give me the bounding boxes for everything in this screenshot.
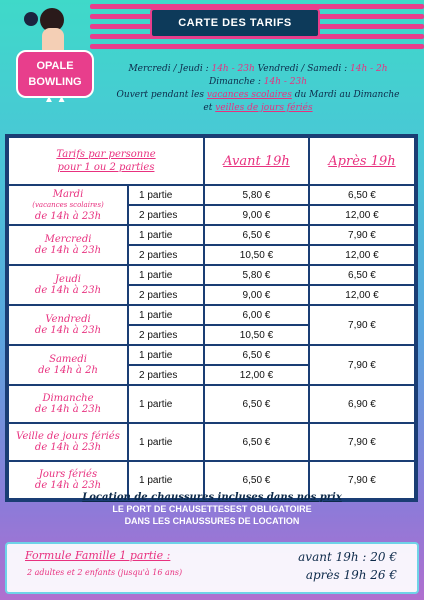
header-after-19h: Après 19h [310, 138, 414, 184]
day-label: Mardi (vacances scolaires) de 14h à 23h [9, 186, 127, 224]
header-before-19h: Avant 19h [205, 138, 308, 184]
day-label: Jours fériés de 14h à 23h [9, 462, 127, 498]
formula-price-before: avant 19h : 20 € [298, 550, 397, 564]
price-before-19h: 5,80 € [205, 266, 308, 284]
party-count: 2 parties [129, 326, 203, 344]
table-row [9, 306, 414, 324]
table-row [9, 266, 414, 284]
price-after-19h: 7,90 € [310, 462, 414, 498]
day-label: Jeudi de 14h à 23h [9, 266, 127, 304]
table-row [9, 346, 414, 364]
price-before-19h: 10,50 € [205, 246, 308, 264]
party-count: 2 parties [129, 286, 203, 304]
price-after-19h: 7,90 € [310, 306, 414, 344]
price-before-19h: 6,50 € [205, 346, 308, 364]
price-before-19h: 6,50 € [205, 424, 308, 460]
page-title: CARTE DES TARIFS [150, 8, 320, 38]
opale-bowling-logo [4, 2, 100, 106]
table-row [9, 186, 414, 204]
price-before-19h: 6,50 € [205, 386, 308, 422]
day-label: Mercredi de 14h à 23h [9, 226, 127, 264]
table-header-label: Tarifs par personne pour 1 ou 2 parties [9, 138, 203, 184]
family-formula-box [5, 542, 419, 594]
logo-line2: BOWLING [28, 76, 82, 88]
party-count: 1 partie [129, 462, 203, 498]
price-after-19h: 7,90 € [310, 346, 414, 384]
price-after-19h: 6,50 € [310, 186, 414, 204]
shoe-rental-note: Location de chaussures incluses dans nos prix [82, 492, 342, 503]
party-count: 1 partie [129, 266, 203, 284]
price-after-19h: 7,90 € [310, 226, 414, 244]
price-before-19h: 6,50 € [205, 226, 308, 244]
price-before-19h: 5,80 € [205, 186, 308, 204]
price-after-19h: 12,00 € [310, 286, 414, 304]
bowling-ball-icon [24, 12, 38, 26]
day-label: Veille de jours fériés de 14h à 23h [9, 424, 127, 460]
socks-note-line1: LE PORT DE CHAUSETTESEST OBLIGATOIRE [112, 504, 312, 514]
price-before-19h: 9,00 € [205, 286, 308, 304]
footer-notes [0, 492, 424, 527]
logo-badge [16, 50, 94, 98]
price-before-19h: 6,00 € [205, 306, 308, 324]
price-before-19h: 10,50 € [205, 326, 308, 344]
price-before-19h: 6,50 € [205, 462, 308, 498]
day-label: Samedi de 14h à 2h [9, 346, 127, 384]
table-row [9, 424, 414, 460]
party-count: 1 partie [129, 346, 203, 364]
table-row [9, 386, 414, 422]
price-after-19h: 6,90 € [310, 386, 414, 422]
price-after-19h: 6,50 € [310, 266, 414, 284]
day-label: Dimanche de 14h à 23h [9, 386, 127, 422]
opening-hours: Mercredi / Jeudi : 14h - 23h Vendredi / Samedi : 14h - 2h Dimanche : 14h - 23h Ouvert pendant les vacances scolaires du Mardi au Dimanche et veilles de jours fériés [116, 64, 400, 113]
socks-note-line2: DANS LES CHAUSSURES DE LOCATION [124, 516, 300, 526]
price-table [5, 134, 418, 502]
day-label: Vendredi de 14h à 23h [9, 306, 127, 344]
party-count: 2 parties [129, 206, 203, 224]
bowling-pins-icon: ▲ ▲ [44, 94, 67, 105]
party-count: 1 partie [129, 306, 203, 324]
price-after-19h: 12,00 € [310, 246, 414, 264]
party-count: 2 parties [129, 366, 203, 384]
price-before-19h: 12,00 € [205, 366, 308, 384]
party-count: 1 partie [129, 424, 203, 460]
party-count: 1 partie [129, 226, 203, 244]
formula-subtitle: 2 adultes et 2 enfants (jusqu'à 16 ans) [27, 568, 183, 577]
price-after-19h: 7,90 € [310, 424, 414, 460]
table-row [9, 226, 414, 244]
party-count: 1 partie [129, 386, 203, 422]
party-count: 2 parties [129, 246, 203, 264]
party-count: 1 partie [129, 186, 203, 204]
formula-title: Formule Famille 1 partie : [25, 549, 171, 562]
price-before-19h: 9,00 € [205, 206, 308, 224]
logo-line1: OPALE [36, 60, 74, 72]
price-after-19h: 12,00 € [310, 206, 414, 224]
formula-price-after: après 19h 26 € [305, 568, 397, 582]
